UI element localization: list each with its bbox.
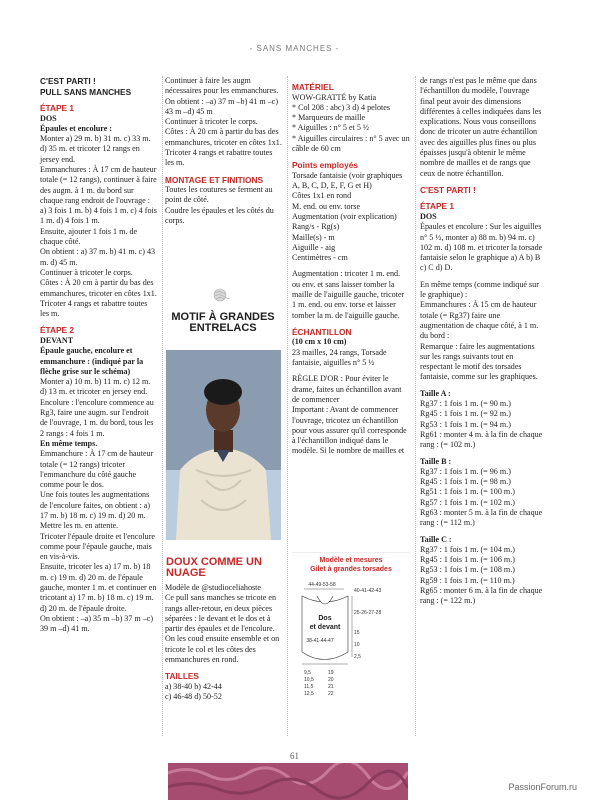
measurement-schema: [292, 552, 410, 742]
paragraph: Rg37 : 1 fois 1 m. (= 90 m.): [420, 399, 511, 409]
paragraph: Monter a) 29 m. b) 31 m. c) 33 m. d) 35 m. et tricoter 12 rangs en jersey end.: [40, 134, 151, 164]
schema-right-value: 22: [328, 691, 334, 697]
paragraph: Rg61 : monter 4 m. à la fin de chaque rang : (= 102 m.): [420, 429, 543, 450]
motif-title: MOTIF À GRANDES ENTRELACS: [171, 311, 275, 334]
schema-right-2: 25-26-27-28: [354, 610, 382, 616]
paragraph: Rg45 : 1 fois 1 m. (= 98 m.): [420, 477, 511, 487]
paragraph: Côtes : À 20 cm à partir du bas des emmanchures, tricoter en côtes 1x1. Tricoter 4 rangs et rabattre toutes les m.: [40, 278, 157, 319]
schema-title-2: Gilet à grandes torsades: [310, 566, 392, 573]
paragraph: En même temps (comme indiqué sur le graphique) :: [420, 279, 539, 300]
paragraph: Rg65 : monter 6 m. à la fin de chaque rang : (= 122 m.): [420, 586, 543, 606]
paragraph: * Aiguilles : n° 5 et 5 ½: [292, 123, 369, 133]
paragraph: Côtes 1x1 en rond: [292, 191, 352, 201]
paragraph: Épaules et encolure : Sur les aiguilles n° 5 ½, monter a) 88 m. b) 94 m. c) 102 m. d) 108 m. et tricoter la torsade fantaisie selon le graphique a) A b) B c) C d) D.: [420, 222, 543, 273]
paragraph: Rg37 : 1 fois 1 m. (= 104 m.): [420, 544, 515, 554]
model-photo: [166, 350, 281, 540]
paragraph: Taille B :: [420, 456, 452, 466]
schema-left-value: 10,5: [304, 677, 314, 683]
paragraph: Maille(s) - m: [292, 232, 335, 242]
paragraph: DEVANT: [40, 335, 74, 345]
paragraph: Une fois toutes les augmentations de l'encolure faites, on obtient : a) 17 m. b) 18 m. c) 19 m. d) 20 m.: [40, 490, 151, 520]
paragraph: M. end. ou env. torse: [292, 201, 361, 211]
paragraph: Continuer à faire les augm nécessaires pour les emmanchures.: [165, 76, 279, 96]
paragraph: ÉCHANTILLON: [292, 326, 352, 337]
paragraph: Rg45 : 1 fois 1 m. (= 106 m.): [420, 555, 515, 565]
paragraph: ÉTAPE 2: [40, 325, 74, 336]
column-4: [420, 76, 544, 607]
paragraph: 23 mailles, 24 rangs, Torsade fantaisie, aiguilles n° 5 ½: [292, 347, 387, 368]
column-1: [40, 76, 158, 635]
paragraph: Monter a) 10 m. b) 11 m. c) 12 m. d) 13 m. et tricoter en jersey end.: [40, 377, 151, 397]
paragraph: TAILLES: [165, 671, 199, 682]
paragraph: Rang/s - Rg(s): [292, 222, 340, 232]
schema-center-2: et devant: [309, 624, 341, 631]
paragraph: Remarque : faire les augmentations sur les rangs suivants tout en respectant le motif des torsades fantaisie, comme sur les graphiques.: [420, 341, 538, 382]
page-number: 61: [290, 751, 299, 761]
paragraph: DOS: [420, 211, 437, 221]
schema-r25: 2,5: [354, 654, 361, 660]
paragraph: On obtient : –a) 37 m –b) 41 m –c) 43 m –d) 45 m: [165, 96, 279, 116]
schema-center-1: Dos: [318, 615, 332, 622]
paragraph: Continuer à tricoter le corps.: [40, 267, 133, 277]
paragraph: Torsade fantaisie (voir graphiques A, B, C, D, E, F, G et H): [292, 170, 403, 191]
schema-title-1: Modèle et mesures: [319, 557, 383, 564]
paragraph: Encolure : l'encolure commence au Rg3, faire une augm. sur l'endroit de l'ouvrage, 1 m. du bord, tous les 2 rangs : 4 fois 1 m.: [40, 397, 154, 438]
paragraph: Toutes les coutures se ferment au point de côté.: [165, 185, 273, 205]
paragraph: Important : Avant de commencer l'ouvrage, tricotez un échantillon pour vous assurer qu'il corresponde à l'échantillon indiqué dans le modèle. Si le nombre de mailles et: [292, 405, 407, 456]
column-2: [165, 76, 282, 226]
paragraph: c) 46-48 d) 50-52: [165, 692, 222, 702]
paragraph: Tricoter 4 rangs et rabattre toutes les m.: [165, 148, 273, 168]
watermark: PassionForum.ru: [508, 782, 577, 792]
paragraph: Mettre les m. en attente.: [40, 521, 119, 531]
paragraph: a) 38-40 b) 42-44: [165, 681, 222, 691]
paragraph: DOS: [40, 113, 57, 123]
paragraph: Centimètres - cm: [292, 253, 348, 263]
paragraph: Points employés: [292, 160, 358, 171]
paragraph: RÈGLE D'OR : Pour éviter le drame, faites un échantillon avant de commencer: [292, 374, 402, 404]
paragraph: Emmanchures : À 17 cm de hauteur totale (= 12 rangs), continuer à faire des augm. à 1 m. du bord sur chaque rang endroit de l'ouvrage : a) 3 fois 1 m. b) 4 fois 1 m. c) 4 fois 1 m. d) 4 fois 1 m.: [40, 164, 157, 226]
paragraph: MATÉRIEL: [292, 82, 334, 92]
paragraph: Rg53 : 1 fois 1 m. (= 94 m.): [420, 419, 511, 429]
schema-right-1: 40-41-42-43: [354, 588, 382, 594]
paragraph: Augmentation (voir explication): [292, 211, 397, 221]
paragraph: Tricoter l'épaule droite et l'encolure comme pour l'épaule gauche, mais en vis-à-vis.: [40, 531, 155, 562]
page-header: - SANS MANCHES -: [249, 44, 340, 53]
paragraph: Rg63 : monter 5 m. à la fin de chaque rang : (= 112 m.): [420, 507, 543, 528]
paragraph: Emmanchure : À 17 cm de hauteur totale (= 12 rangs) tricoter l'emmanchure du côté gauche comme pour le dos.: [40, 449, 154, 490]
paragraph: ÉTAPE 1: [420, 201, 454, 212]
schema-left-value: 11,5: [304, 684, 314, 690]
paragraph: Ensuite, tricoter les a) 17 m. b) 18 m. c) 19 m. d) 20 m. de l'épaule gauche, monter 1 m. et continuer en tricotant a) 17 m. b) 18 m. c) 19 m. d) 20 m. de l'épaule droite.: [40, 562, 157, 613]
paragraph: Ensuite, ajouter 1 fois 1 m. de chaque côté.: [40, 226, 138, 247]
paragraph: Taille A :: [420, 388, 451, 398]
paragraph: En même temps.: [40, 438, 98, 448]
paragraph: C'EST PARTI !: [420, 184, 476, 195]
section-title-doux: DOUX COMME UN NUAGE: [166, 556, 262, 579]
paragraph: MONTAGE ET FINITIONS: [165, 174, 264, 185]
column-divider: [287, 76, 288, 736]
fur-texture-image: [168, 763, 408, 800]
paragraph: Emmanchures : À 15 cm de hauteur totale (= Rg37) faire une augmentation de chaque côté, à 1 m. du bord :: [420, 300, 539, 341]
column-2-bottom: [165, 583, 282, 702]
schema-top: 44-49-53-58: [308, 582, 336, 588]
column-3: [292, 76, 410, 457]
paragraph: ÉTAPE 1: [40, 103, 74, 113]
schema-left-value: 9,5: [304, 670, 311, 676]
paragraph: Rg51 : 1 fois 1 m. (= 100 m.): [420, 487, 515, 497]
paragraph: Épaules et encolure :: [40, 123, 113, 133]
paragraph: Rg57 : 1 fois 1 m. (= 102 m.): [420, 497, 515, 507]
paragraph: Ce pull sans manches se tricote en rangs aller-retour, en deux pièces séparées : le devant et le dos et à partir des épaules et de l'encolure. On les coud ensuite ensemble et on tricote le col et les côtes des emmanchures en rond.: [165, 593, 280, 665]
paragraph: * Col 208 : abc) 3 d) 4 pelotes: [292, 102, 391, 112]
paragraph: WOW-GRATTÉ by Katia: [292, 92, 377, 102]
paragraph: PULL SANS MANCHES: [40, 86, 132, 97]
paragraph: Côtes : À 20 cm à partir du bas des emmanchures, tricoter en côtes 1x1.: [165, 127, 282, 147]
paragraph: de rangs n'est pas le même que dans l'échantillon du modèle, l'ouvrage final peut avoir des dimensions différentes à celles indiquées dans les explications. Nous vous conseillons donc de tricoter un autre échantillon avec des aiguilles plus fines ou plus épaisses jusqu'à obtenir le même nombre de mailles et de rangs que ceux de notre échantillon.: [420, 76, 542, 178]
paragraph: Rg53 : 1 fois 1 m. (= 108 m.): [420, 565, 515, 575]
paragraph: C'EST PARTI !: [40, 76, 96, 86]
paragraph: Augmentation : tricoter 1 m. end. ou env. et sans laisser tomber la maille de l'aiguille gauche, tricoter 1 m. end. ou env. torse et laisser tomber la m. de l'aiguille gauche.: [292, 269, 405, 320]
schema-r10: 10: [354, 642, 360, 648]
yarn-ball-icon: [212, 288, 230, 302]
paragraph: * Aiguilles circulaires : n° 5 avec un câble de 60 cm: [292, 133, 410, 153]
paragraph: On obtient : –a) 35 m –b) 37 m –c) 39 m –d) 41 m.: [40, 613, 154, 634]
paragraph: On obtient : a) 37 m. b) 41 m. c) 43 m. d) 45 m.: [40, 247, 156, 267]
paragraph: * Marqueurs de maille: [292, 113, 366, 123]
schema-right-value: 20: [328, 677, 334, 683]
paragraph: Aiguille - aig: [292, 242, 336, 252]
paragraph: Taille C :: [420, 534, 452, 544]
paragraph: (10 cm x 10 cm): [292, 337, 347, 347]
schema-mid: 38-41-44-47: [306, 638, 334, 644]
schema-right-value: 19: [328, 670, 334, 676]
paragraph: Rg37 : 1 fois 1 m. (= 96 m.): [420, 466, 511, 476]
schema-right-value: 21: [328, 684, 334, 690]
paragraph: Modèle de @studioceliahoste: [165, 583, 262, 592]
paragraph: Continuer à tricoter le corps.: [165, 117, 258, 127]
paragraph: Épaule gauche, encolure et emmanchure : (indiqué par la flèche grise sur le schéma): [40, 346, 144, 376]
paragraph: Coudre les épaules et les côtés du corps.: [165, 205, 274, 226]
schema-r15: 15: [354, 630, 360, 636]
paragraph: Rg59 : 1 fois 1 m. (= 110 m.): [420, 575, 515, 585]
schema-left-value: 12,5: [304, 691, 314, 697]
paragraph: Rg45 : 1 fois 1 m. (= 92 m.): [420, 409, 511, 419]
column-divider: [162, 76, 163, 736]
column-divider: [415, 76, 416, 736]
